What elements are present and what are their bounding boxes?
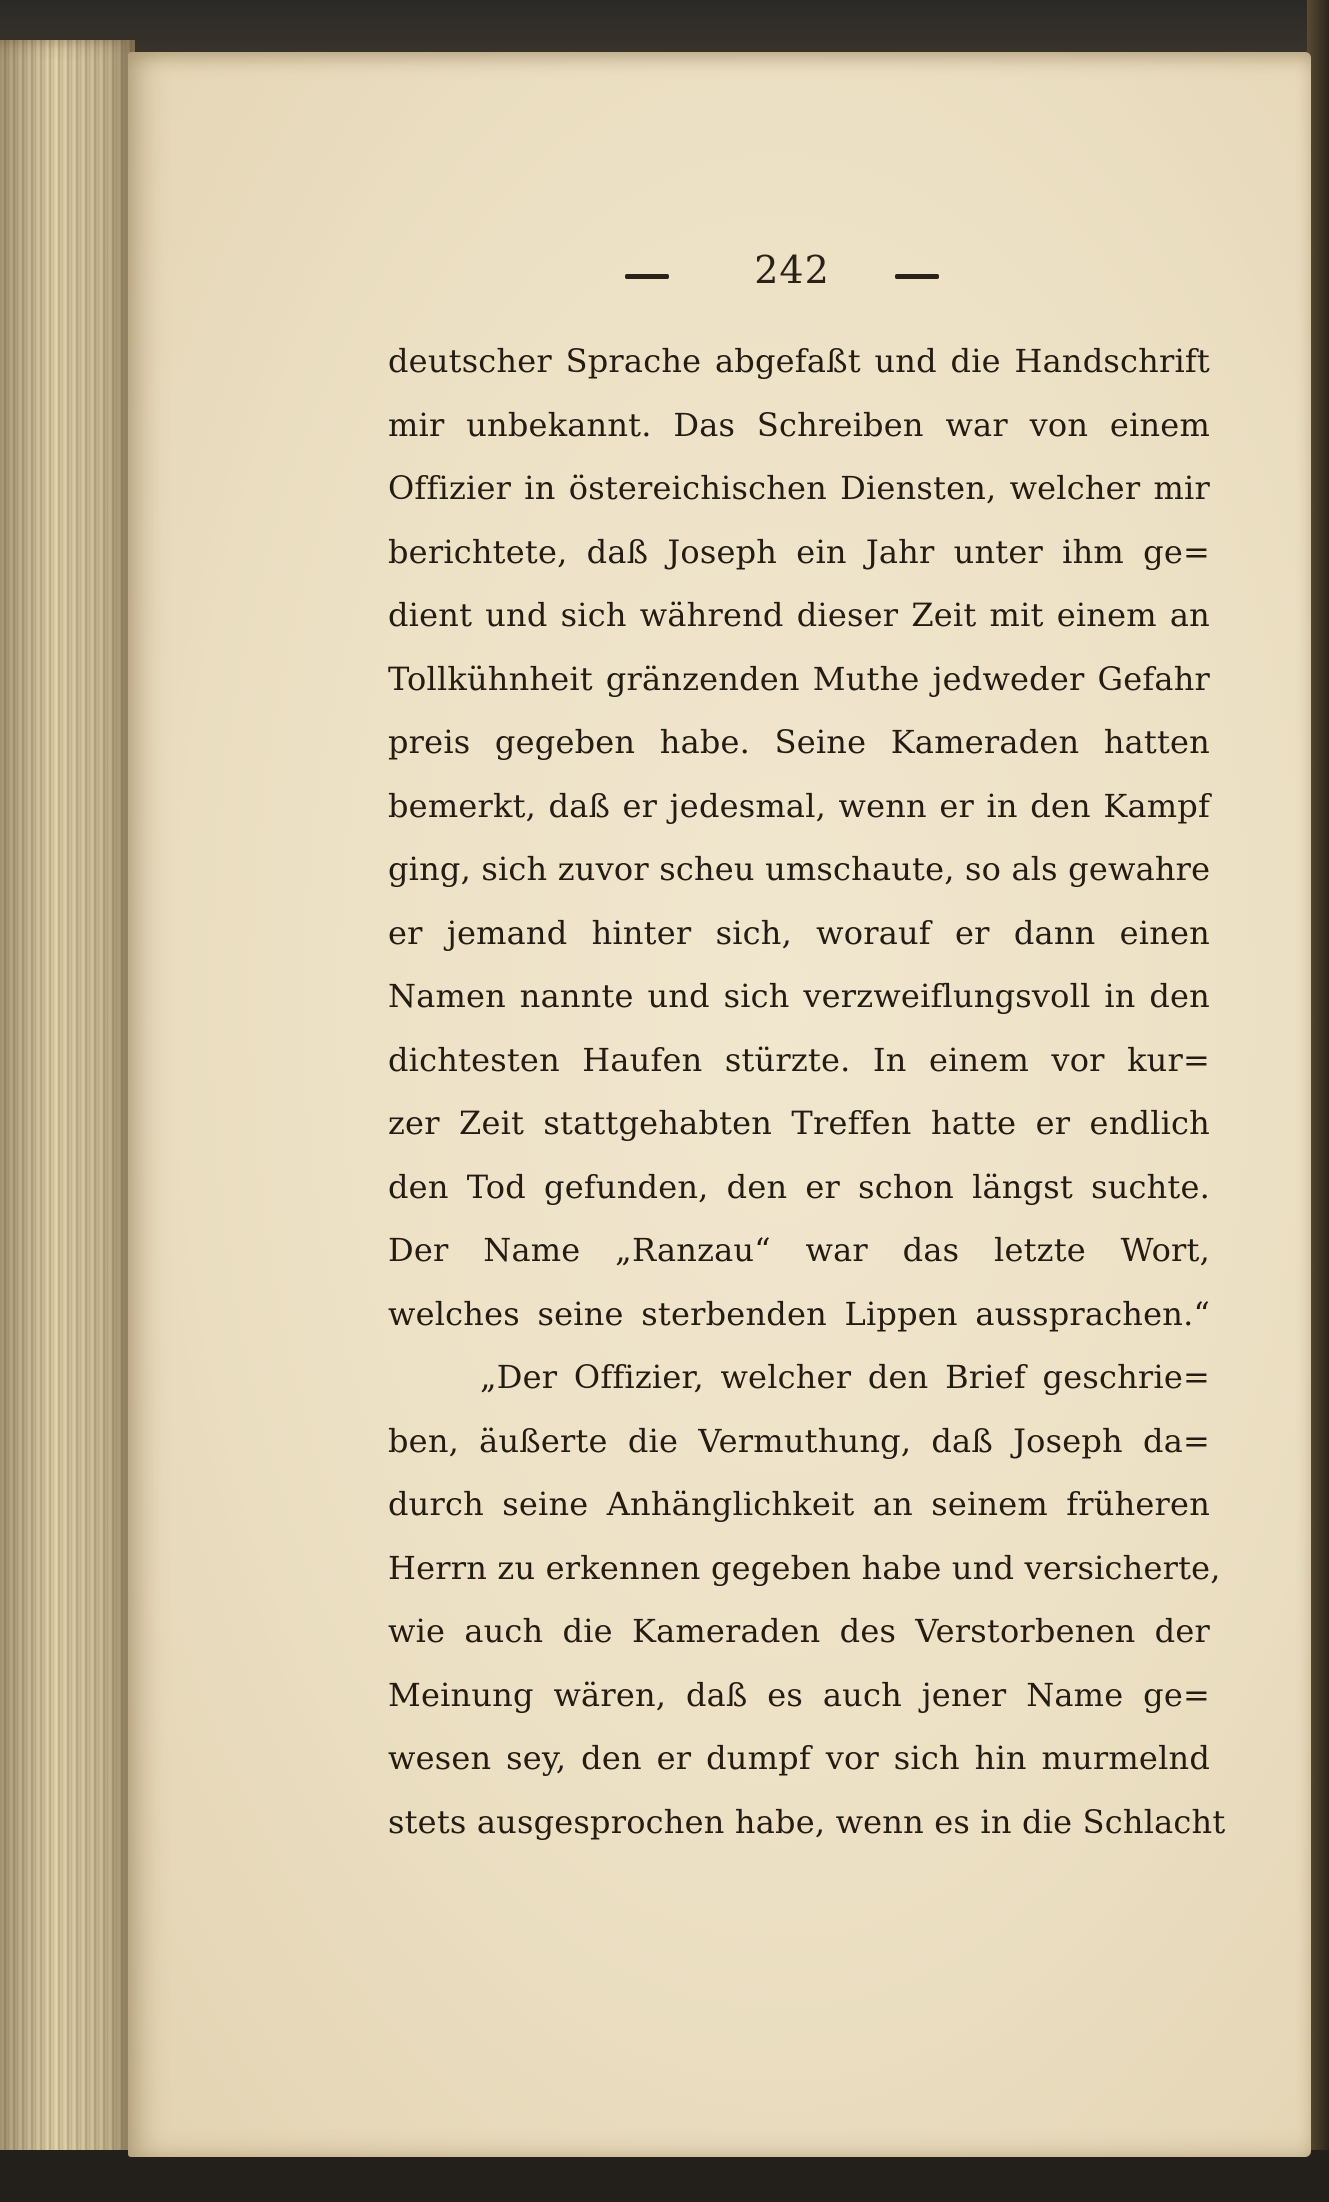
page-number: 242 xyxy=(754,248,830,292)
text-line: durch seine Anhänglichkeit an seinem früheren xyxy=(388,1485,1210,1523)
text-line: preis gegeben habe. Seine Kameraden hatten xyxy=(388,723,1210,761)
text-line: welches seine sterbenden Lippen aussprachen.“ xyxy=(388,1294,1210,1333)
text-line: Offizier in östereichischen Diensten, welcher mir xyxy=(388,469,1210,507)
text-line: berichtete, daß Joseph ein Jahr unter ihm ge= xyxy=(388,532,1210,571)
header-dash-left xyxy=(625,274,669,279)
text-line: Herrn zu erkennen gegeben habe und versicherte, xyxy=(388,1548,1221,1587)
text-line: Tollkühnheit gränzenden Muthe jedweder Gefahr xyxy=(388,659,1210,698)
text-line: bemerkt, daß er jedesmal, wenn er in den Kampf xyxy=(388,786,1210,825)
text-line: wie auch die Kameraden des Verstorbenen der xyxy=(388,1612,1210,1650)
text-line: wesen sey, den er dumpf vor sich hin murmelnd xyxy=(388,1739,1210,1777)
text-line: ging, sich zuvor scheu umschaute, so als gewahre xyxy=(388,850,1211,888)
text-line: den Tod gefunden, den er schon längst suchte. xyxy=(388,1167,1210,1206)
text-line: dient und sich während dieser Zeit mit einem an xyxy=(388,596,1210,634)
page-header xyxy=(625,248,955,304)
bottom-shadow xyxy=(0,2150,1329,2202)
text-line: dichtesten Haufen stürzte. In einem vor kur= xyxy=(388,1040,1210,1079)
header-dash-right xyxy=(895,274,939,279)
text-line: deutscher Sprache abgefaßt und die Handschrift xyxy=(388,342,1210,380)
top-shadow xyxy=(0,0,1329,60)
text-line: Der Name „Ranzau“ war das letzte Wort, xyxy=(388,1231,1210,1269)
text-line: mir unbekannt. Das Schreiben war von einem xyxy=(388,405,1210,444)
text-line: er jemand hinter sich, worauf er dann einen xyxy=(388,913,1210,952)
text-line: Meinung wären, daß es auch jener Name ge= xyxy=(388,1675,1210,1714)
body-text xyxy=(388,330,1226,1854)
text-line-paragraph-start: „Der Offizier, welcher den Brief geschrie= xyxy=(480,1358,1210,1396)
book-page-edges xyxy=(0,40,135,2170)
text-line: zer Zeit stattgehabten Treffen hatte er endlich xyxy=(388,1104,1210,1142)
text-line: Namen nannte und sich verzweiflungsvoll in den xyxy=(388,977,1210,1015)
text-line: stets ausgesprochen habe, wenn es in die Schlacht xyxy=(388,1802,1226,1841)
text-line: ben, äußerte die Vermuthung, daß Joseph da= xyxy=(388,1421,1210,1460)
